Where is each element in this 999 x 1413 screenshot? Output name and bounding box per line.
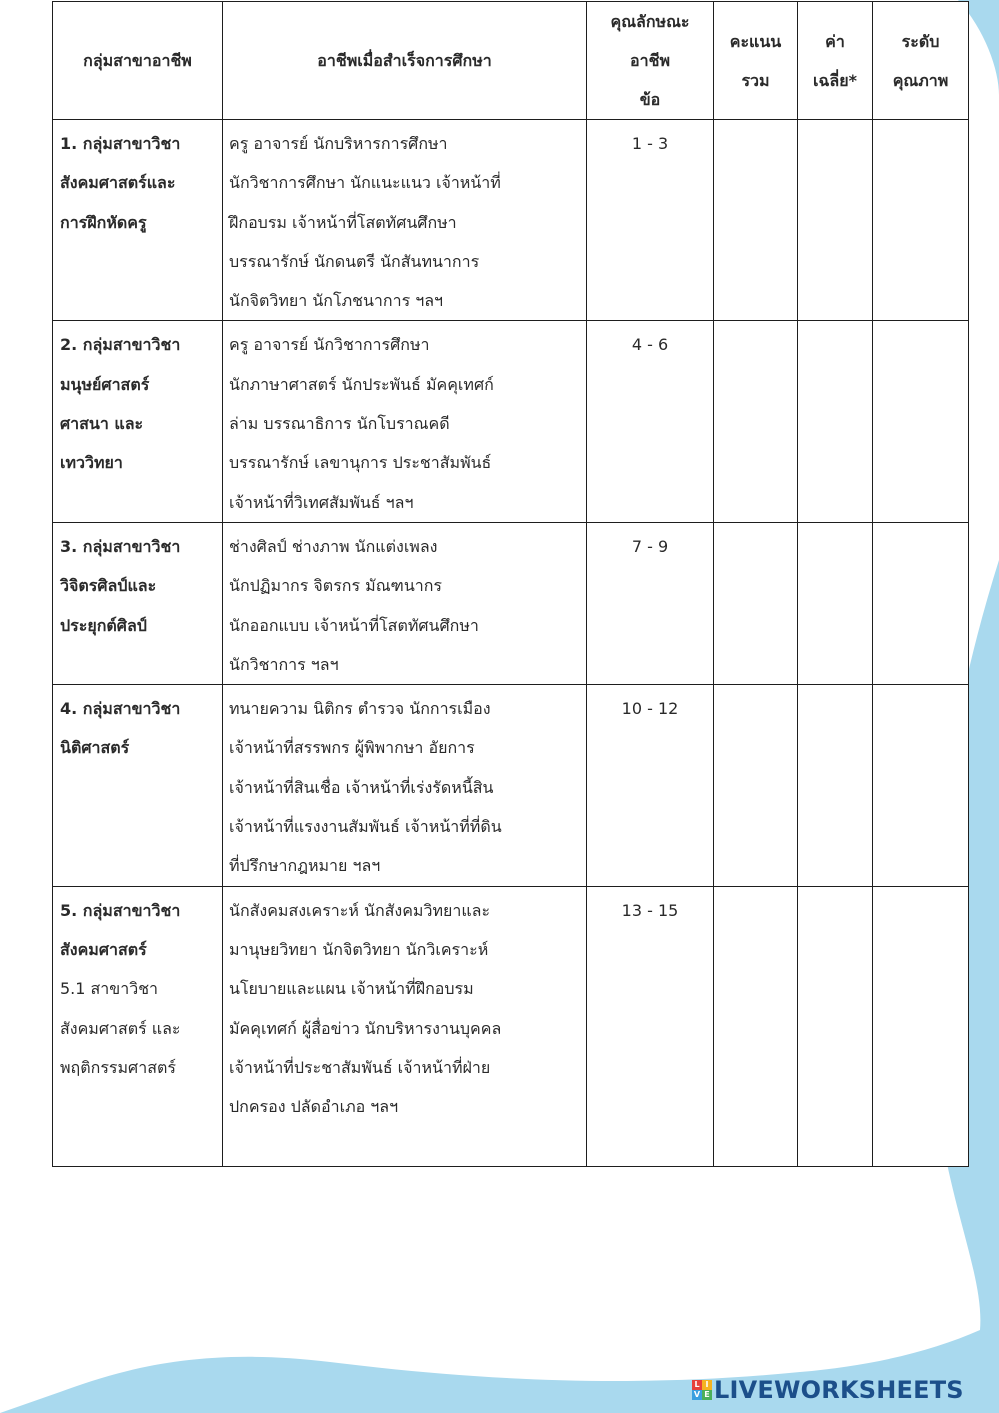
careers-cell [223,522,587,684]
quality-level-cell[interactable] [873,522,969,684]
total-score-cell[interactable] [714,120,798,321]
career-group-line: สังคมศาสตร์ [60,939,147,959]
careers-cell [223,120,587,321]
career-table [52,1,969,1167]
total-score-cell[interactable] [714,886,798,1166]
table-row [53,685,969,886]
table-body [53,120,969,1167]
careers-line: เจ้าหน้าที่แรงงานสัมพันธ์ เจ้าหน้าที่ที่ดิน [229,817,502,837]
careers-line: นักออกแบบ เจ้าหน้าที่โสตทัศนศึกษา [229,615,479,635]
header-text-line: กลุ่มสาขาอาชีพ [83,51,192,70]
logo-tile: V [693,1390,701,1399]
total-score-cell[interactable] [714,321,798,522]
total-score-cell[interactable] [714,685,798,886]
career-group-line: เทววิทยา [60,453,123,473]
header-career-group [53,2,223,120]
trait-items-cell: 7 - 9 [587,522,714,684]
career-group-cell [53,522,223,684]
career-table-container [52,1,968,1167]
career-group-line: สังคมศาสตร์และ [60,173,176,193]
average-cell[interactable] [798,321,873,522]
careers-line: มัคคุเทศก์ ผู้สื่อข่าว นักบริหารงานบุคคล [229,1018,502,1038]
average-cell[interactable] [798,522,873,684]
careers-line: นักสังคมสงเคราะห์ นักสังคมวิทยาและ [229,900,491,920]
header-text-line: เฉลี่ย* [813,70,857,90]
careers-line: เจ้าหน้าที่สรรพกร ผู้พิพากษา อัยการ [229,738,475,758]
logo-tile: E [702,1390,712,1400]
careers-line: ครู อาจารย์ นักวิชาการศึกษา [229,335,430,355]
careers-line: ปกครอง ปลัดอำเภอ ฯลฯ [229,1097,399,1117]
careers-line: เจ้าหน้าที่ประชาสัมพันธ์ เจ้าหน้าที่ฝ่าย [229,1057,491,1077]
logo-tile: I [702,1380,712,1390]
career-group-cell [53,120,223,321]
careers-line: เจ้าหน้าที่วิเทศสัมพันธ์ ฯลฯ [229,492,414,512]
career-group-line: 2. กลุ่มสาขาวิชา [60,335,181,355]
career-group-line: 4. กลุ่มสาขาวิชา [60,699,181,719]
quality-level-cell[interactable] [873,321,969,522]
career-group-cell [53,321,223,522]
quality-level-cell[interactable] [873,685,969,886]
header-text-line: ข้อ [639,90,661,109]
career-group-cell [53,685,223,886]
careers-line: นักปฏิมากร จิตรกร มัณฑนากร [229,576,443,596]
career-subgroup-line: พฤติกรรมศาสตร์ [60,1057,176,1077]
career-group-line: การฝึกหัดครู [60,212,147,232]
career-group-line: 3. กลุ่มสาขาวิชา [60,536,181,556]
careers-line: บรรณารักษ์ นักดนตรี นักสันทนาการ [229,251,480,271]
header-text-line: คุณภาพ [892,70,949,90]
career-group-line: ศาสนา และ [60,414,144,434]
header-text-line: อาชีพเมื่อสำเร็จการศึกษา [317,51,492,70]
career-subgroup-line: สังคมศาสตร์ และ [60,1018,181,1038]
header-text-line: คุณลักษณะ [610,12,690,31]
careers-line: เจ้าหน้าที่สินเชื่อ เจ้าหน้าที่เร่งรัดหนี้สิน [229,777,494,797]
total-score-cell[interactable] [714,522,798,684]
careers-line: นโยบายและแผน เจ้าหน้าที่ฝึกอบรม [229,979,474,999]
careers-line: ช่างศิลป์ ช่างภาพ นักแต่งเพลง [229,536,438,556]
header-careers [223,2,587,120]
career-subgroup-line: 5.1 สาขาวิชา [60,979,159,999]
header-row [53,2,969,120]
quality-level-cell[interactable] [873,886,969,1166]
logo-tile: L [692,1380,702,1390]
career-group-line: ประยุกต์ศิลป์ [60,615,147,635]
quality-level-cell[interactable] [873,120,969,321]
career-group-line: วิจิตรศิลป์และ [60,576,157,596]
careers-line: ฝึกอบรม เจ้าหน้าที่โสตทัศนศึกษา [229,212,457,232]
logo-mark-icon [692,1380,712,1400]
table-row [53,321,969,522]
average-cell[interactable] [798,120,873,321]
liveworksheets-logo[interactable] [692,1377,964,1403]
header-career-traits [587,2,714,120]
header-text-line: รวม [741,70,770,90]
career-group-line: มนุษย์ศาสตร์ [60,374,150,394]
careers-cell [223,886,587,1166]
careers-line: นักวิชาการ ฯลฯ [229,654,339,674]
table-row [53,120,969,321]
career-group-cell [53,886,223,1166]
trait-items-cell: 4 - 6 [587,321,714,522]
logo-text: LIVEWORKSHEETS [714,1376,964,1404]
careers-line: ล่าม บรรณาธิการ นักโบราณคดี [229,414,450,434]
career-group-line: 5. กลุ่มสาขาวิชา [60,900,181,920]
average-cell[interactable] [798,685,873,886]
header-text-line: อาชีพ [630,51,670,70]
careers-line: บรรณารักษ์ เลขานุการ ประชาสัมพันธ์ [229,453,492,473]
header-quality-level [873,2,969,120]
careers-cell [223,685,587,886]
header-total-score [714,2,798,120]
table-row [53,886,969,1166]
career-group-line: นิติศาสตร์ [60,738,130,758]
careers-line: นักภาษาศาสตร์ นักประพันธ์ มัคคุเทศก์ [229,374,494,394]
careers-line: นักวิชาการศึกษา นักแนะแนว เจ้าหน้าที่ [229,173,501,193]
header-average [798,2,873,120]
careers-line: มานุษยวิทยา นักจิตวิทยา นักวิเคราะห์ [229,939,489,959]
trait-items-cell: 1 - 3 [587,120,714,321]
careers-line: ที่ปรึกษากฎหมาย ฯลฯ [229,856,381,876]
header-text-line: ค่า [825,31,845,51]
average-cell[interactable] [798,886,873,1166]
header-text-line: คะแนน [729,31,782,51]
careers-line: นักจิตวิทยา นักโภชนาการ ฯลฯ [229,291,444,311]
careers-line: ทนายความ นิติกร ตำรวจ นักการเมือง [229,699,491,719]
trait-items-cell: 10 - 12 [587,685,714,886]
header-text-line: ระดับ [901,31,940,51]
careers-line: ครู อาจารย์ นักบริหารการศึกษา [229,134,448,153]
trait-items-cell: 13 - 15 [587,886,714,1166]
careers-cell [223,321,587,522]
table-row [53,522,969,684]
career-group-line: 1. กลุ่มสาขาวิชา [60,134,181,153]
